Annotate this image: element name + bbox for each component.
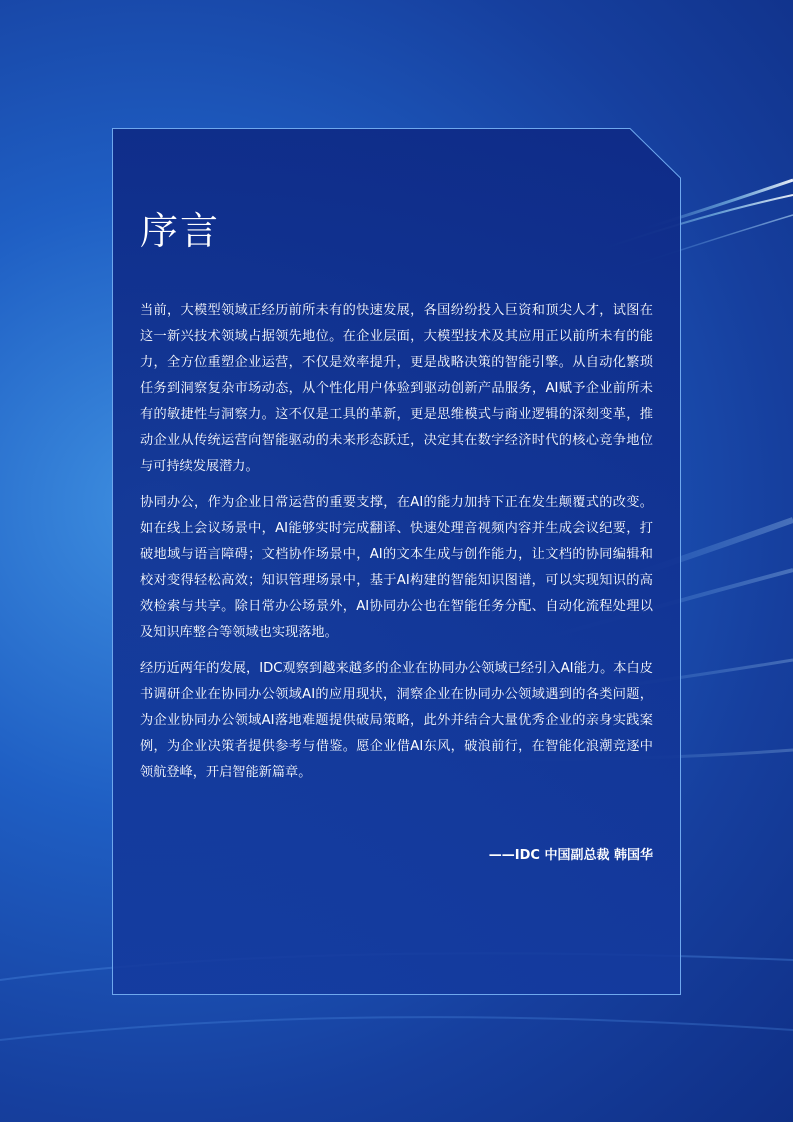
signature: ——IDC 中国副总裁 韩国华 (488, 848, 653, 863)
page-title: 序言 (140, 209, 221, 253)
paragraph: 协同办公，作为企业日常运营的重要支撑，在AI的能力加持下正在发生颠覆式的改变。如在线上会议场景中，AI能够实时完成翻译、快速处理音视频内容并生成会议纪要，打破地域与语言障碍；文档协作场景中，AI的文本生成与创作能力，让文档的协同编辑和校对变得轻松高效；知识管理场景中，基于AI构建的智能知识图谱，可以实现知识的高效检索与共享。除日常办公场景外，AI协同办公也在智能任务分配、自动化流程处理以及知识库整合等领域也实现落地。 (140, 495, 653, 640)
preface-panel (112, 128, 681, 995)
paragraph: 当前，大模型领域正经历前所未有的快速发展，各国纷纷投入巨资和顶尖人才，试图在这一新兴技术领域占据领先地位。在企业层面，大模型技术及其应用正以前所未有的能力，全方位重塑企业运营，不仅是效率提升，更是战略决策的智能引擎。从自动化繁琐任务到洞察复杂市场动态，从个性化用户体验到驱动创新产品服务，AI赋予企业前所未有的敏捷性与洞察力。这不仅是工具的革新，更是思维模式与商业逻辑的深刻变革，推动企业从传统运营向智能驱动的未来形态跃迁，决定其在数字经济时代的核心竞争地位与可持续发展潜力。 (140, 303, 653, 474)
preface-body (140, 298, 653, 796)
paragraph: 经历近两年的发展，IDC观察到越来越多的企业在协同办公领域已经引入AI能力。本白皮书调研企业在协同办公领域AI的应用现状，洞察企业在协同办公领域遇到的各类问题，为企业协同办公领域AI落地难题提供破局策略，此外并结合大量优秀企业的亲身实践案例，为企业决策者提供参考与借鉴。愿企业借AI东风，破浪前行，在智能化浪潮竞逐中领航登峰，开启智能新篇章。 (140, 661, 653, 780)
